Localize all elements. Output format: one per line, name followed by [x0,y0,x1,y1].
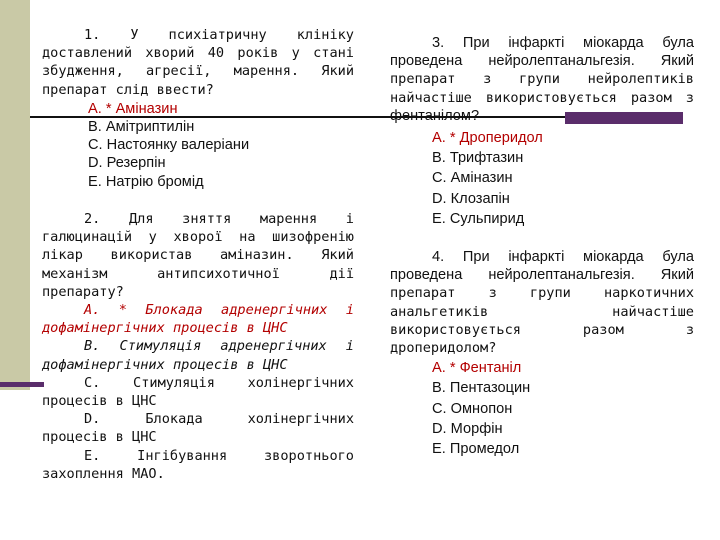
answer-d: D. Морфін [432,420,503,437]
question-3-stem-line: проведена нейролептанальгезія. Який [390,53,694,70]
question-1-stem-line: препарат слід ввести? [42,81,214,98]
question-2-stem-line: лікар використав аміназин. Який [42,247,354,264]
answer-a-correct: A. * Фентаніл [432,360,522,377]
question-3-stem-line: препарат з групи нейролептиків [390,71,694,88]
answer-a-correct: A. * Аміназин [88,100,178,117]
answer-d: D. Блокада холінергічних [84,411,354,428]
question-4-stem-line: препарат з групи наркотичних [390,285,694,302]
answer-e-cont: захоплення МАО. [42,465,165,482]
left-decor-bar [0,0,30,390]
question-2-stem-line: препарату? [42,283,124,300]
question-3-stem-line: фентанілом? [390,107,480,124]
answer-e: E. Інгібування зворотнього [84,447,354,464]
question-3 [390,34,694,228]
answer-b-cont: дофамінергічних процесів в ЦНС [42,356,288,373]
question-4-stem-line: анальгетиків найчастіше [390,303,694,320]
question-3-stem-line: найчастіше використовується разом з [390,89,694,106]
answer-a-correct: A. * Дроперидол [432,130,543,147]
answer-e: E. Промедол [432,441,520,458]
answer-a-correct-cont: дофамінергічних процесів в ЦНС [42,320,288,337]
question-4 [390,248,694,458]
question-1-stem-line: 1. У психіатричну клініку [84,27,354,43]
answer-b: B. Амітриптилін [88,119,195,136]
answer-e: E. Натрію бромід [88,173,204,190]
answer-d-cont: процесів в ЦНС [42,429,157,446]
question-4-stem-line: дроперидолом? [390,340,497,357]
question-1-stem-line: доставлений хворий 40 років у стані [42,45,354,62]
answer-c-cont: процесів в ЦНС [42,393,157,410]
question-2 [42,210,354,483]
question-3-stem-line: 3. При інфаркті міокарда була [432,35,694,51]
question-2-stem-line: галюцинацій у хворої на шизофренію [42,229,354,246]
left-accent-line [0,382,44,387]
answer-b: B. Стимуляція адренергічних і [84,338,354,355]
answer-c: C. Настоянку валеріани [88,137,250,154]
question-2-stem-line: механізм антипсихотичної дії [42,265,354,282]
answer-d: D. Клозапін [432,190,510,207]
question-4-stem-line: 4. При інфаркті міокарда була [432,249,694,265]
answer-c: C. Аміназин [432,170,513,187]
answer-e: E. Сульпирид [432,210,525,227]
question-1-stem-line: збудження, агресії, марення. Який [42,63,354,80]
question-1 [42,26,354,191]
answer-c: C. Омнопон [432,400,513,417]
question-2-stem-line: 2. Для зняття марення і [84,211,354,227]
question-4-stem-line: проведена нейролептанальгезія. Який [390,267,694,284]
answer-a-correct: A. * Блокада адренергічних і [84,302,354,319]
question-4-stem-line: використовується разом з [390,321,694,338]
answer-b: B. Пентазоцин [432,380,531,397]
answer-b: B. Трифтазин [432,150,524,167]
answer-d: D. Резерпін [88,155,166,172]
answer-c: C. Стимуляція холінергічних [84,374,354,391]
